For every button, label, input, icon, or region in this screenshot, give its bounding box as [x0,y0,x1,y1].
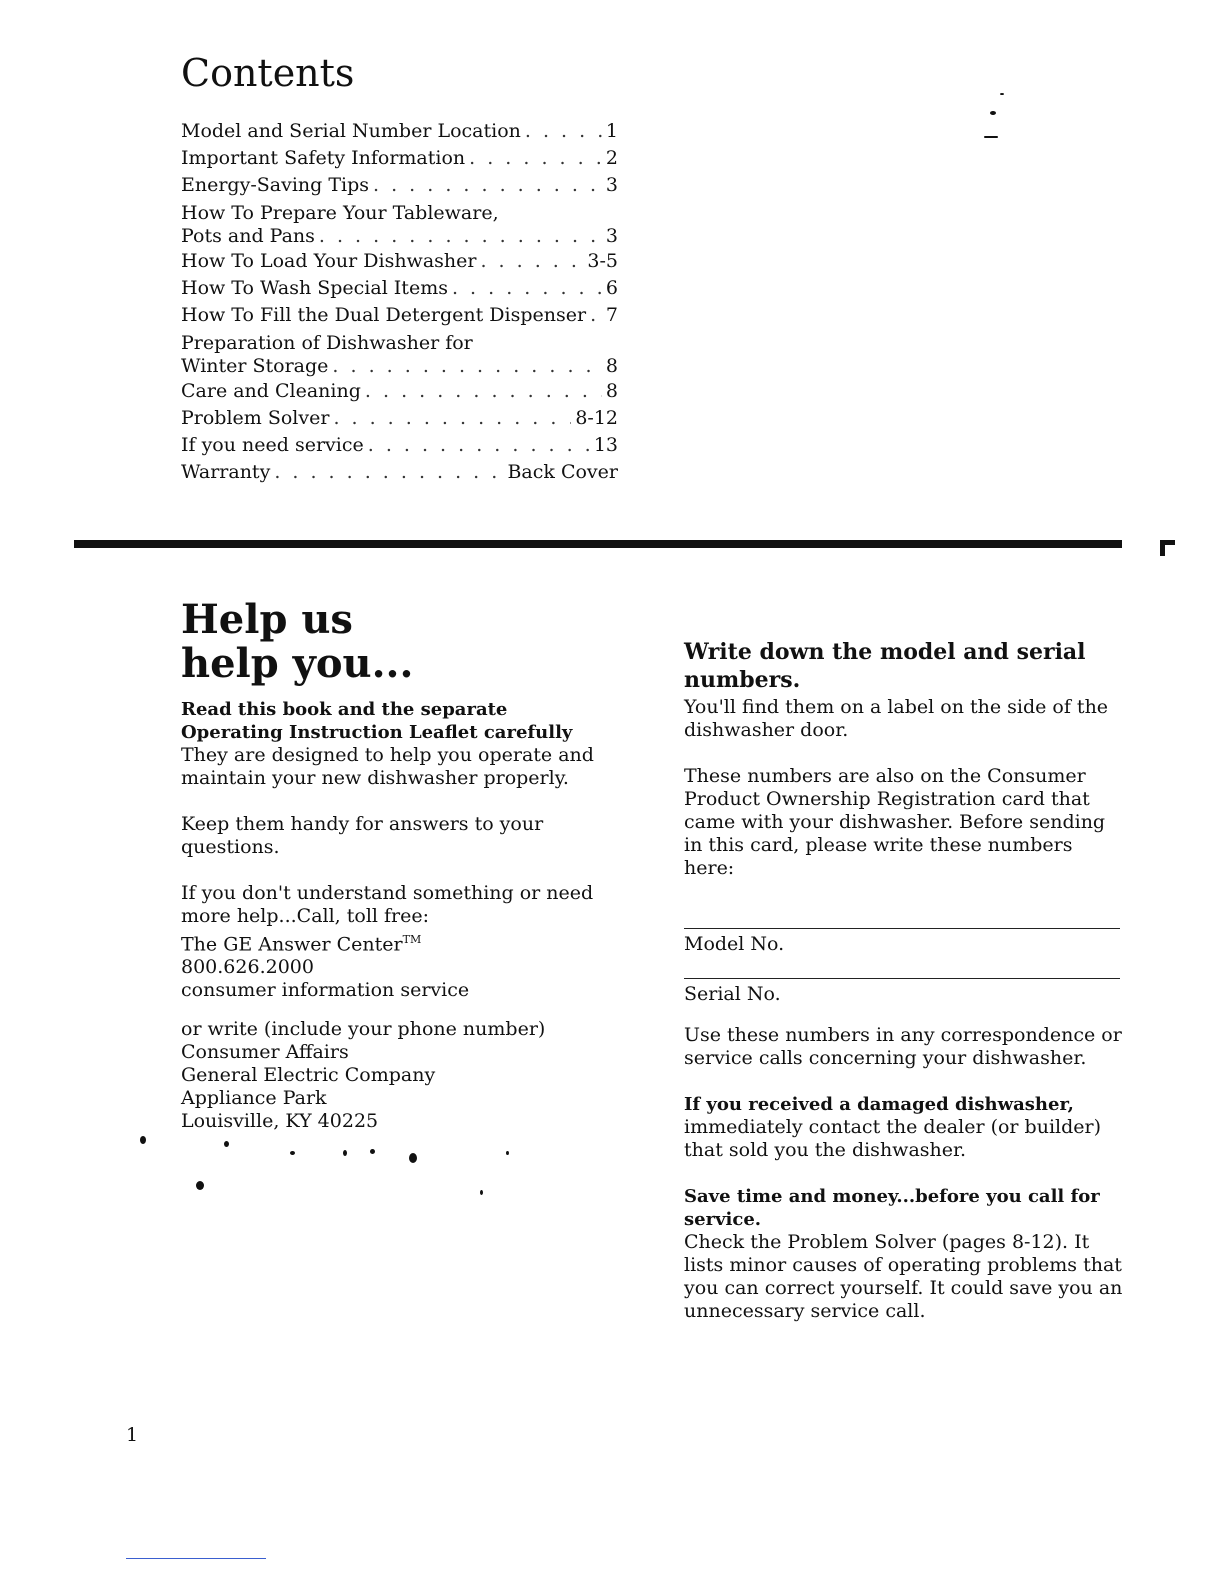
help-title [181,598,601,686]
save-time-text: Check the Problem Solver (pages 8-12). It lists minor causes of operating problems that you can correct yourself. It could save you an unnecessary service call. [684,1231,1123,1322]
find-label-text: You'll find them on a label on the side of the dishwasher door. [684,696,1109,741]
toc-entry-page: 1 [605,120,618,142]
scan-speck [506,1151,509,1155]
toc-entry[interactable] [181,329,618,378]
read-body: They are designed to help you operate and maintain your new dishwasher properly. [181,744,594,789]
toc-entry[interactable] [181,118,618,145]
scan-speck [1000,93,1004,95]
model-number-line[interactable] [684,928,1120,929]
toc-leader-dots [452,275,602,302]
toc-leader-dots [333,405,571,432]
contents-title: Contents [181,51,355,95]
toc-entry-page: 3-5 [587,250,618,272]
toc-entry-label: How To Load Your Dishwasher [181,250,477,272]
scan-speck [140,1136,146,1144]
bottom-rule [126,1558,266,1559]
toc-leader-dots [469,145,602,172]
use-numbers-text: Use these numbers in any correspondence or service calls concerning your dishwasher. [684,1024,1122,1069]
serial-right-column [684,696,1124,1323]
toc-leader-dots [373,172,602,199]
help-left-column [181,698,611,1133]
toc-leader-dots [319,224,602,248]
scan-speck [196,1181,204,1190]
serial-number-line[interactable] [684,978,1120,979]
toc-entry-label: Warranty [181,461,271,483]
address-line: Appliance Park [181,1087,327,1110]
registration-card-text: These numbers are also on the Consumer Product Ownership Registration card that came with your dishwasher. Before sending in this card, please write these numbers here: [684,765,1106,879]
scan-speck [1165,540,1175,545]
toc-entry-label: Problem Solver [181,407,330,429]
service-description: consumer information service [181,979,470,1002]
section-divider [74,540,1122,548]
toc-entry-page: 8 [605,380,618,402]
toc-entry-label: If you need service [181,434,364,456]
toc-entry[interactable] [181,405,618,432]
toc-entry[interactable] [181,275,618,302]
scan-speck [480,1190,483,1195]
phone-number: 800.626.2000 [181,956,314,979]
serial-number-label: Serial No. [684,983,781,1005]
scan-speck [370,1149,375,1154]
toc-leader-dots [274,459,503,486]
read-heading: Read this book and the separate Operating Instruction Leaflet carefully [181,699,573,743]
toc-entry[interactable] [181,199,618,248]
scan-speck [290,1151,295,1155]
scan-speck [409,1153,417,1163]
toc-leader-dots [365,378,602,405]
toc-entry[interactable] [181,248,618,275]
toc-leader-dots [368,432,590,459]
damaged-heading: If you received a damaged dishwasher, [684,1094,1074,1115]
toc-entry-label: Important Safety Information [181,147,466,169]
help-title-line1: Help us [181,596,353,643]
toc-entry[interactable] [181,459,618,486]
toc-entry-page: 3 [605,174,618,196]
toc-entry-page: 8 [605,355,618,377]
serial-heading: Write down the model and serial numbers. [684,639,1086,693]
answer-center [181,928,611,956]
toc-entry-label: How To Fill the Dual Detergent Dispenser [181,304,587,326]
toc-entry-label: How To Wash Special Items [181,277,448,299]
call-intro: If you don't understand something or need more help...Call, toll free: [181,882,594,927]
toc-leader-dots [590,302,602,329]
model-number-label: Model No. [684,933,785,955]
table-of-contents [181,118,618,486]
answer-center-name: The GE Answer Center [181,933,403,956]
toc-entry-page: 8-12 [575,407,618,429]
toc-entry-label: Winter Storage [181,355,329,377]
toc-entry-label-line1: How To Prepare Your Tableware, [181,202,499,224]
toc-entry-label: Energy-Saving Tips [181,174,370,196]
trademark-mark: TM [402,933,422,946]
toc-entry[interactable] [181,172,618,199]
toc-entry[interactable] [181,145,618,172]
save-time-heading: Save time and money...before you call for service. [684,1186,1100,1230]
toc-entry[interactable] [181,432,618,459]
scan-speck [343,1150,347,1156]
toc-leader-dots [480,248,583,275]
address-line: Consumer Affairs [181,1041,349,1064]
toc-entry-page: Back Cover [507,461,618,483]
address-line: General Electric Company [181,1064,436,1087]
toc-entry-page: 7 [605,304,618,326]
toc-entry-label: Model and Serial Number Location [181,120,521,142]
damaged-text: immediately contact the dealer (or builder) that sold you the dishwasher. [684,1116,1102,1161]
toc-entry[interactable] [181,302,618,329]
scan-speck [224,1141,229,1147]
toc-entry-label-line1: Preparation of Dishwasher for [181,332,473,354]
scan-speck [990,111,996,115]
toc-entry-label: Pots and Pans [181,225,315,247]
scan-speck [984,136,998,138]
page-number: 1 [126,1424,139,1446]
toc-leader-dots [525,118,602,145]
toc-entry-page: 2 [605,147,618,169]
toc-entry-page: 3 [605,225,618,247]
write-intro: or write (include your phone number) [181,1018,546,1041]
toc-entry-label: Care and Cleaning [181,380,361,402]
keep-handy-text: Keep them handy for answers to your questions. [181,813,544,858]
toc-entry-page: 13 [593,434,618,456]
toc-leader-dots [332,354,601,378]
toc-entry-page: 6 [605,277,618,299]
toc-entry[interactable] [181,378,618,405]
address-line: Louisville, KY 40225 [181,1110,379,1133]
help-title-line2: help you... [181,640,414,687]
